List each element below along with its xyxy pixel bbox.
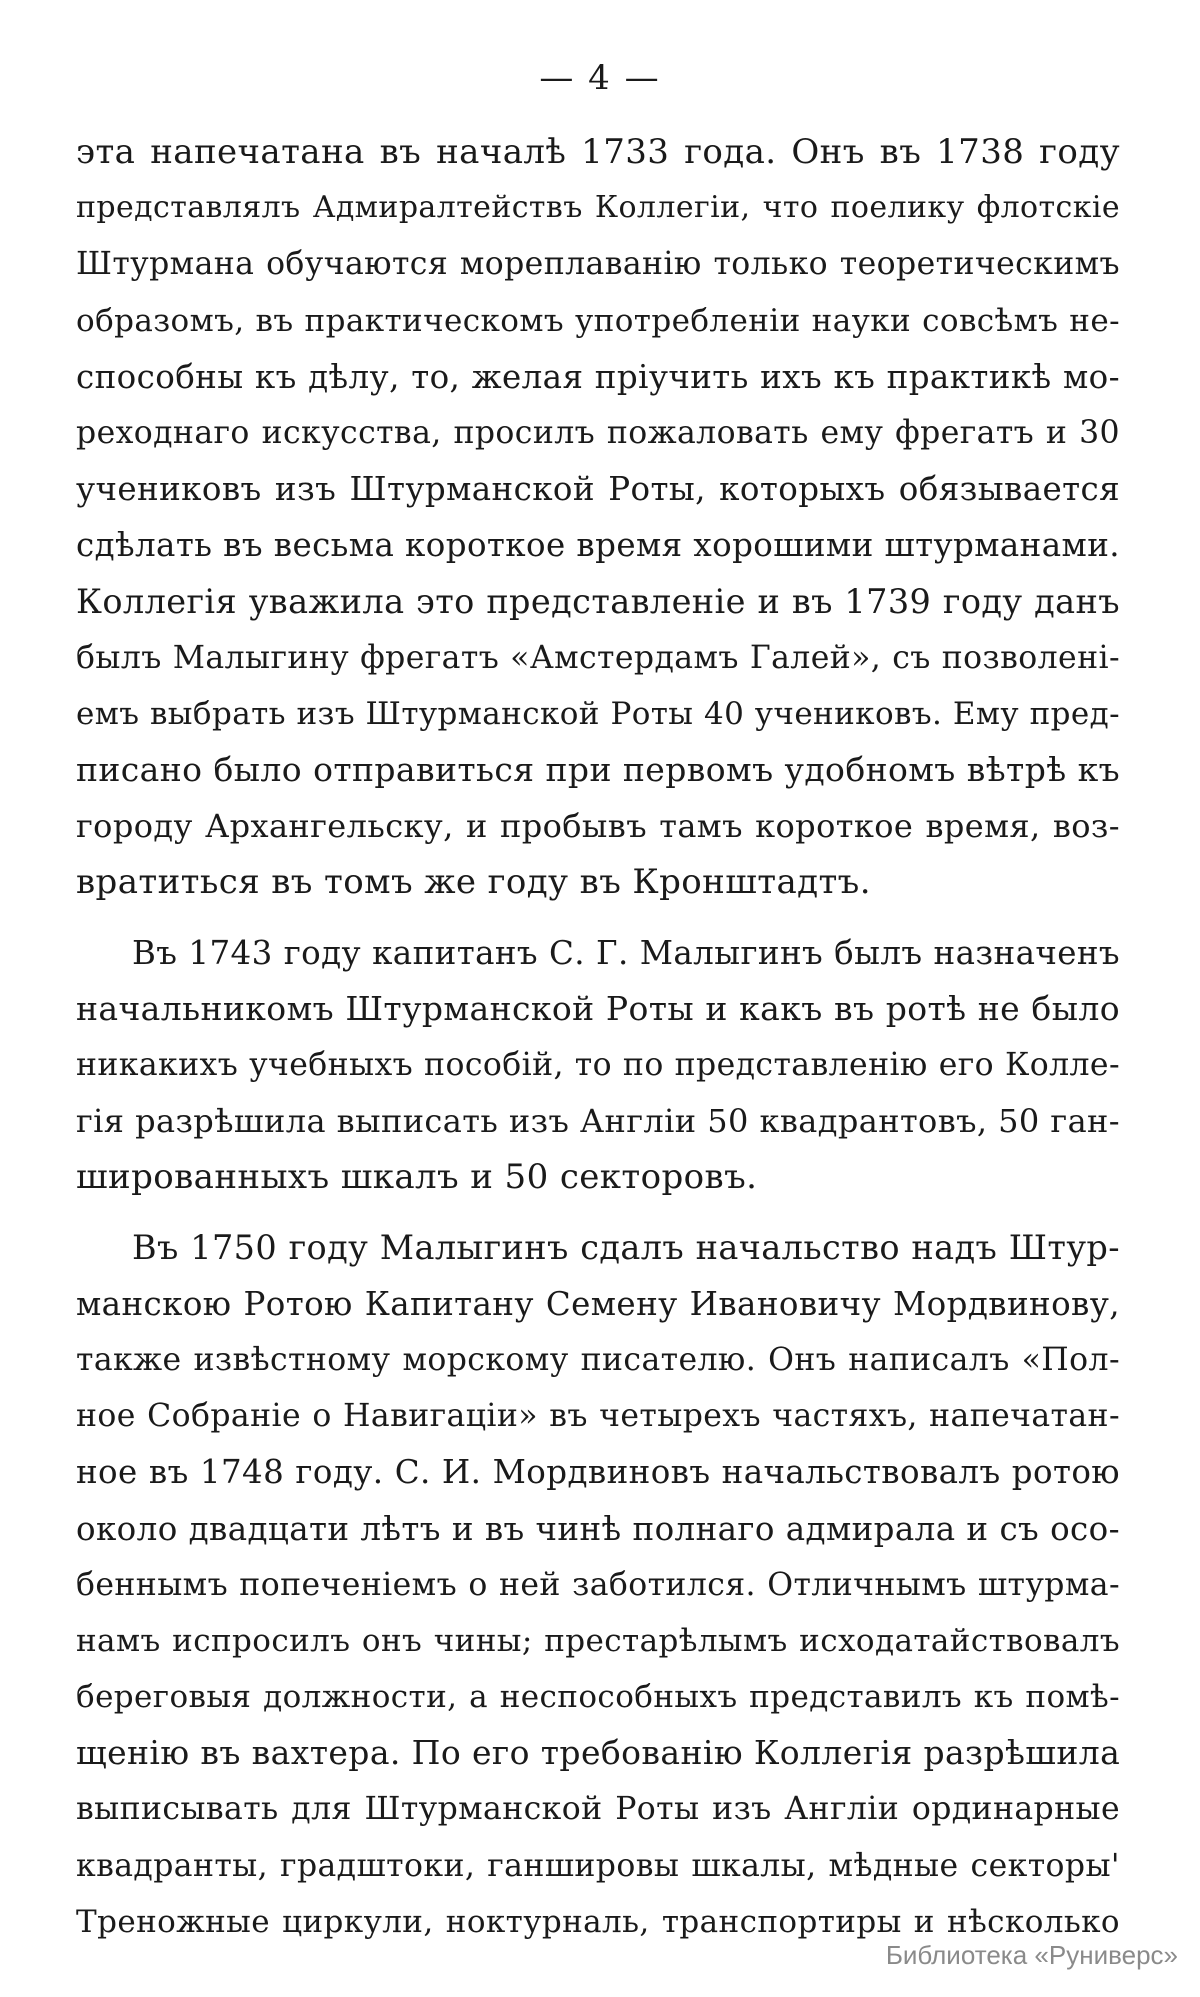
text-line: сдѣлать въ весьма короткое время хорошими штурманами. (76, 526, 1120, 565)
text-line: ное Собраніе о Навигаціи» въ четырехъ частяхъ, напечатан- (76, 1398, 1120, 1435)
text-line: квадранты, градштоки, ганшировы шкалы, мѣдные секторы' (76, 1847, 1120, 1884)
text-line: беннымъ попеченіемъ о ней заботился. Отличнымъ штурма- (76, 1566, 1120, 1603)
text-line: намъ испросилъ онъ чины; престарѣлымъ исходатайствовалъ (76, 1622, 1120, 1659)
text-line: городу Архангельску, и пробывъ тамъ короткое время, воз- (76, 807, 1120, 846)
text-line: эта напечатана въ началѣ 1733 года. Онъ въ 1738 году (76, 132, 1120, 172)
text-line: емъ выбрать изъ Штурманской Роты 40 учениковъ. Ему пред- (76, 695, 1120, 732)
text-line: былъ Малыгину фрегатъ «Амстердамъ Галей», съ позволені- (76, 639, 1120, 676)
page-number: — 4 — (539, 58, 661, 98)
text-line: также извѣстному морскому писателю. Онъ написалъ «Пол- (76, 1341, 1120, 1378)
text-line: Въ 1743 году капитанъ С. Г. Малыгинъ былъ назначенъ (132, 933, 1120, 972)
text-line: Въ 1750 году Малыгинъ сдалъ начальство надъ Штур- (132, 1227, 1120, 1267)
text-line: Штурмана обучаются мореплаванію только теоретическимъ (76, 246, 1120, 283)
text-line: Треножные циркули, ноктурналь, транспортиры и нѣсколько (76, 1903, 1120, 1940)
library-watermark: Библиотека «Руниверс» (885, 1940, 1178, 1970)
text-line: щенію въ вахтера. По его требованію Коллегія разрѣшила (76, 1733, 1121, 1773)
text-line: писано было отправиться при первомъ удобномъ вѣтрѣ къ (76, 750, 1120, 790)
text-line: Коллегія уважила это представленіе и въ 1739 году данъ (76, 581, 1120, 621)
text-line: способны къ дѣлу, то, желая пріучить ихъ къ практикѣ мо- (76, 357, 1120, 396)
text-line: ное въ 1748 году. С. И. Мордвиновъ начальствовалъ ротою (76, 1453, 1120, 1492)
text-line: гія разрѣшила выписать изъ Англіи 50 квадрантовъ, 50 ган- (76, 1102, 1120, 1141)
text-line: представлялъ Адмиралтействъ Коллегіи, что поелику флотскіе (76, 190, 1120, 226)
body-text (76, 124, 1120, 1950)
text-line: вратиться въ томъ же году въ Кронштадтъ. (76, 862, 871, 903)
paragraph-gap (76, 911, 1120, 925)
paragraph-gap (76, 1206, 1120, 1220)
text-line: реходнаго искусства, просилъ пожаловать ему фрегатъ и 30 (76, 414, 1120, 451)
text-line: выписывать для Штурманской Роты изъ Англіи ординарные (76, 1791, 1120, 1828)
text-line: шированныхъ шкалъ и 50 секторовъ. (76, 1157, 758, 1198)
text-line: начальникомъ Штурманской Роты и какъ въ ротѣ не было (76, 988, 1120, 1028)
text-line: около двадцати лѣтъ и въ чинѣ полнаго адмирала и съ осо- (76, 1509, 1120, 1548)
text-line: никакихъ учебныхъ пособій, то по представленію его Колле- (76, 1047, 1120, 1083)
text-line: манскою Ротою Капитану Семену Ивановичу Мордвинову, (76, 1284, 1120, 1323)
text-line: береговыя должности, а неспособныхъ представилъ къ помѣ- (76, 1679, 1120, 1716)
text-line: образомъ, въ практическомъ употребленіи науки совсѣмъ не- (76, 302, 1120, 339)
text-line: учениковъ изъ Штурманской Роты, которыхъ обязывается (76, 470, 1120, 509)
